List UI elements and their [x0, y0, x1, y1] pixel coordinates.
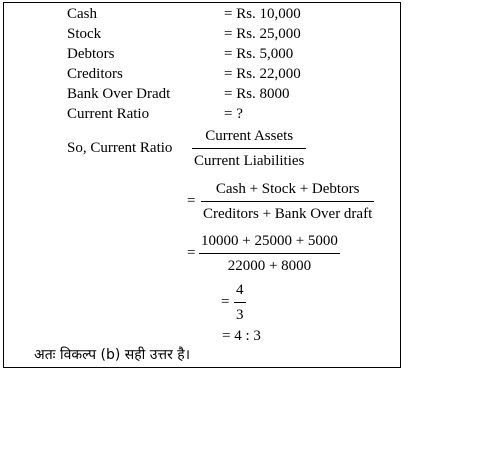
fraction-step1: [192, 127, 306, 170]
label-debtors: Debtors: [67, 46, 115, 62]
fraction-step1-numerator: Current Assets: [205, 128, 294, 144]
solution-box: [3, 2, 401, 368]
label-bank-overdraft: Bank Over Dradt: [67, 86, 171, 102]
equals-step2: =: [187, 193, 196, 209]
value-creditors: = Rs. 22,000: [224, 66, 301, 82]
fraction-step4-denominator: 3: [236, 307, 244, 323]
conclusion-text: अतः विकल्प (b) सही उत्तर है।: [34, 347, 191, 363]
fraction-step3: [199, 232, 340, 275]
fraction-step1-denominator: Current Liabilities: [194, 153, 305, 169]
value-debtors: = Rs. 5,000: [224, 46, 294, 62]
equals-step3: =: [187, 245, 196, 261]
fraction-step2-denominator: Creditors + Bank Over draft: [203, 206, 373, 222]
value-stock: = Rs. 25,000: [224, 26, 301, 42]
label-cash: Cash: [67, 6, 97, 22]
result: = 4 : 3: [222, 328, 261, 344]
formula-intro: So, Current Ratio: [67, 140, 173, 156]
fraction-step2-numerator: Cash + Stock + Debtors: [215, 181, 360, 197]
label-current-ratio: Current Ratio: [67, 106, 150, 122]
fraction-step3-numerator: 10000 + 25000 + 5000: [201, 233, 338, 249]
fraction-step2: [201, 180, 374, 223]
fraction-bar: [201, 201, 374, 202]
fraction-step3-denominator: 22000 + 8000: [227, 258, 312, 274]
fraction-bar: [234, 302, 246, 303]
fraction-step4: [234, 281, 246, 324]
fraction-bar: [199, 253, 340, 254]
value-current-ratio: = ?: [224, 106, 243, 122]
equals-step4: =: [221, 294, 230, 310]
fraction-bar: [192, 148, 306, 149]
label-creditors: Creditors: [67, 66, 123, 82]
fraction-step4-numerator: 4: [236, 282, 244, 298]
value-cash: = Rs. 10,000: [224, 6, 301, 22]
value-bank-overdraft: = Rs. 8000: [224, 86, 290, 102]
label-stock: Stock: [67, 26, 102, 42]
